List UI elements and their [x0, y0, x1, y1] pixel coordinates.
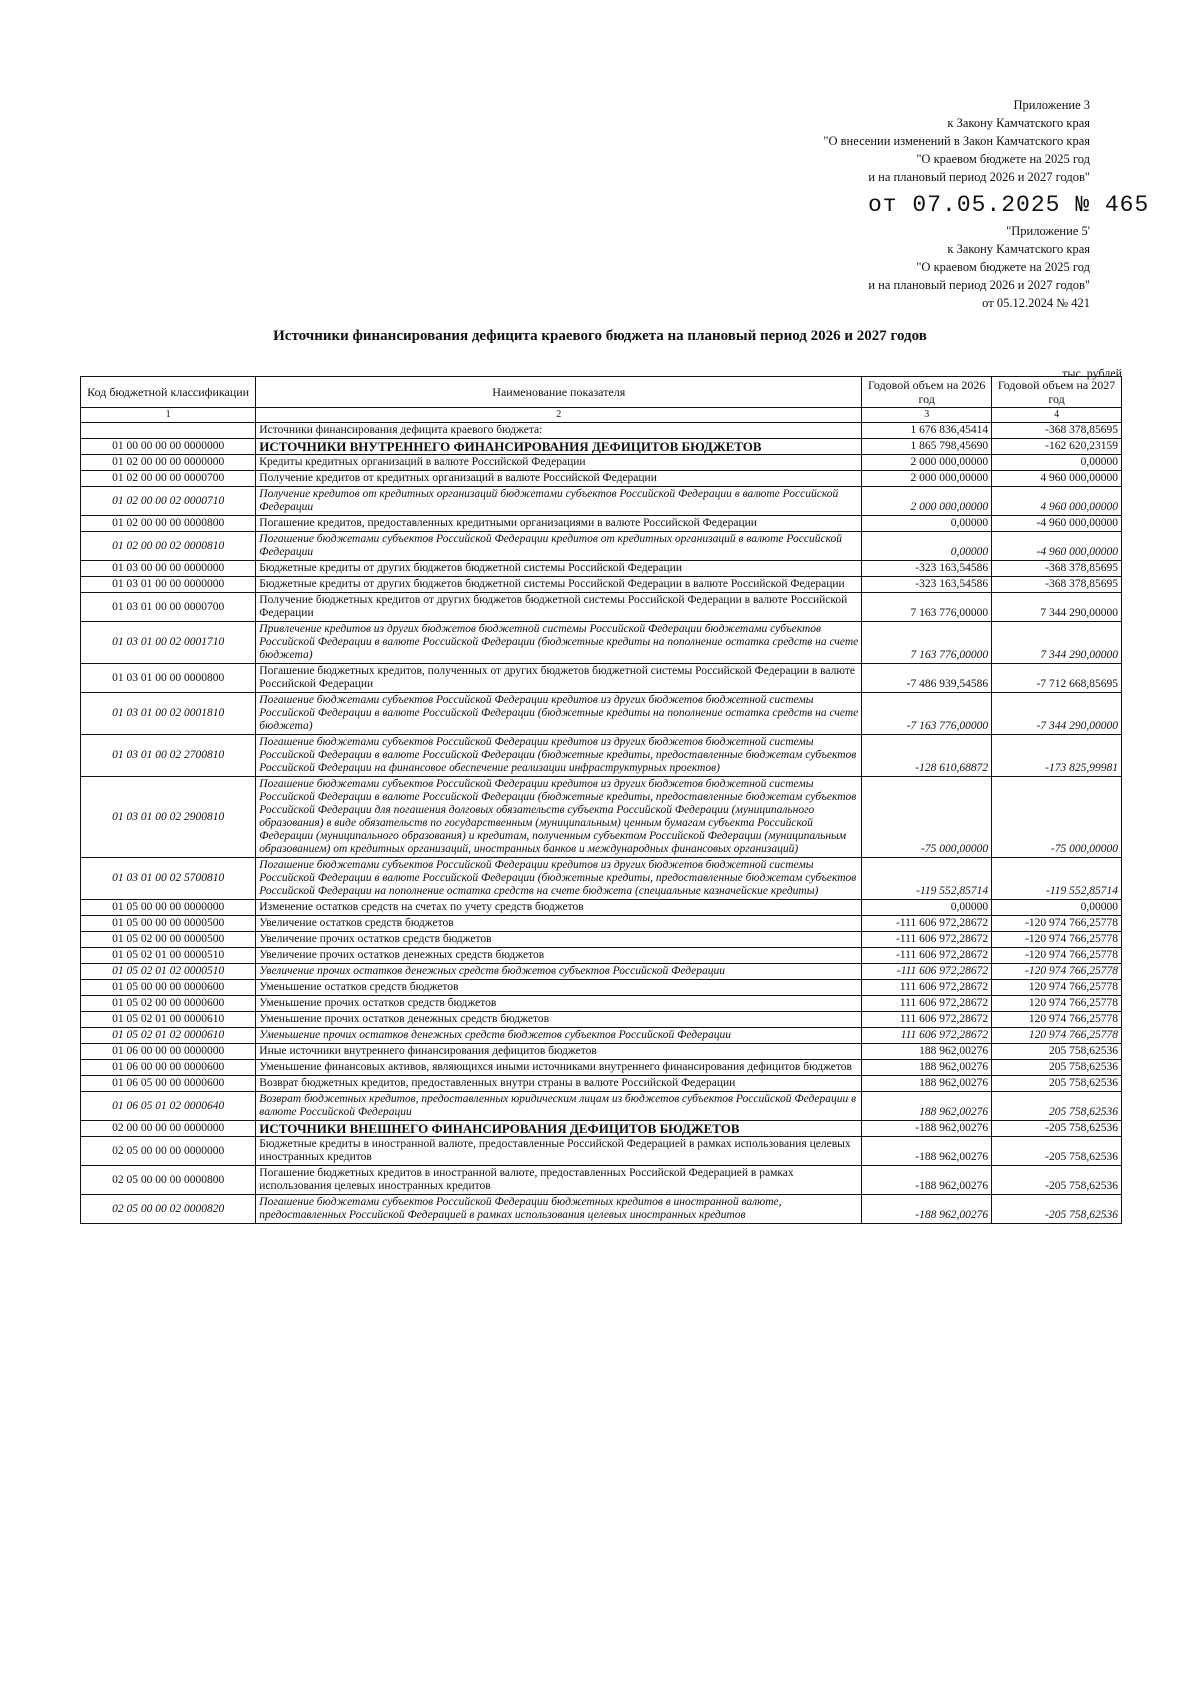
row-value-2027: -205 758,62536: [992, 1121, 1122, 1137]
units-label: тыс. рублей: [1062, 366, 1122, 380]
row-code: 01 00 00 00 00 0000000: [81, 439, 256, 455]
table-row: [81, 455, 1122, 471]
appendix-header: [823, 96, 1090, 186]
header-line: и на плановый период 2026 и 2027 годов": [868, 278, 1090, 292]
row-name: Погашение бюджетами субъектов Российской Федерации кредитов от кредитных организаций в валюте Российской Федерации: [256, 532, 862, 561]
table-row: [81, 1195, 1122, 1224]
table-row: [81, 423, 1122, 439]
column-index: 2: [256, 408, 862, 423]
row-value-2026: 1 676 836,45414: [862, 423, 992, 439]
table-row: [81, 996, 1122, 1012]
table-row: [81, 1012, 1122, 1028]
row-code: 02 00 00 00 00 0000000: [81, 1121, 256, 1137]
row-name: Увеличение прочих остатков денежных средств бюджетов субъектов Российской Федерации: [256, 964, 862, 980]
date-number-stamp: от 07.05.2025 № 465: [868, 192, 1150, 218]
table-row: [81, 593, 1122, 622]
row-code: 01 05 02 01 00 0000610: [81, 1012, 256, 1028]
row-value-2026: -111 606 972,28672: [862, 964, 992, 980]
row-code: 01 03 01 00 02 5700810: [81, 858, 256, 900]
row-code: 01 06 00 00 00 0000600: [81, 1060, 256, 1076]
row-value-2026: -323 163,54586: [862, 561, 992, 577]
row-value-2027: -120 974 766,25778: [992, 964, 1122, 980]
row-value-2027: 120 974 766,25778: [992, 980, 1122, 996]
row-code: 01 03 01 00 00 0000700: [81, 593, 256, 622]
row-code: 01 05 00 00 00 0000500: [81, 916, 256, 932]
row-code: 01 03 01 00 00 0000000: [81, 577, 256, 593]
row-value-2026: -188 962,00276: [862, 1166, 992, 1195]
row-name: Увеличение остатков средств бюджетов: [256, 916, 862, 932]
row-name: Изменение остатков средств на счетах по учету средств бюджетов: [256, 900, 862, 916]
row-code: 01 02 00 00 02 0000710: [81, 487, 256, 516]
row-name: Кредиты кредитных организаций в валюте Российской Федерации: [256, 455, 862, 471]
row-code: 01 05 02 00 00 0000500: [81, 932, 256, 948]
row-value-2027: -4 960 000,00000: [992, 532, 1122, 561]
row-code: 01 02 00 00 02 0000810: [81, 532, 256, 561]
row-name: Погашение бюджетами субъектов Российской Федерации кредитов из других бюджетов бюджетной системы Российской Федерации в валюте Российской Федерации (бюджетные кредиты, предоставленные бюджетам субъектов Российской Федерации для погашения долговых обязательств субъекта Российской Федерации (муниципального образования) в виде обязательств по государственным (муниципальным) ценным бумагам субъекта Российской Федерации (муниципального образования) и кредитам, полученным субъектом Российской Федерации (муниципальным образованием) от кредитных организаций, иностранных банков и международных финансовых организаций): [256, 777, 862, 858]
row-name: Получение бюджетных кредитов от других бюджетов бюджетной системы Российской Федерации в валюте Российской Федерации: [256, 593, 862, 622]
table-row: [81, 516, 1122, 532]
table-row: [81, 735, 1122, 777]
row-value-2026: -111 606 972,28672: [862, 948, 992, 964]
table-row: [81, 916, 1122, 932]
row-name: Бюджетные кредиты от других бюджетов бюджетной системы Российской Федерации: [256, 561, 862, 577]
table-row: [81, 1137, 1122, 1166]
row-value-2027: -368 378,85695: [992, 561, 1122, 577]
document-title: Источники финансирования дефицита краевого бюджета на плановый период 2026 и 2027 годов: [273, 328, 927, 344]
row-value-2027: -120 974 766,25778: [992, 932, 1122, 948]
row-code: 01 02 00 00 00 0000700: [81, 471, 256, 487]
row-value-2026: 7 163 776,00000: [862, 593, 992, 622]
row-value-2027: -205 758,62536: [992, 1195, 1122, 1224]
row-name: Уменьшение прочих остатков денежных средств бюджетов: [256, 1012, 862, 1028]
header-line: и на плановый период 2026 и 2027 годов": [868, 170, 1090, 184]
row-value-2026: -7 486 939,54586: [862, 664, 992, 693]
row-code: 01 02 00 00 00 0000000: [81, 455, 256, 471]
row-code: 01 06 00 00 00 0000000: [81, 1044, 256, 1060]
row-value-2026: 111 606 972,28672: [862, 996, 992, 1012]
row-value-2027: -75 000,00000: [992, 777, 1122, 858]
row-code: 01 03 01 00 02 2700810: [81, 735, 256, 777]
table-row: [81, 980, 1122, 996]
row-code: 01 05 02 01 02 0000510: [81, 964, 256, 980]
header-line: от 05.12.2024 № 421: [982, 296, 1090, 310]
row-name: Погашение бюджетами субъектов Российской Федерации кредитов из других бюджетов бюджетной системы Российской Федерации в валюте Российской Федерации (бюджетные кредиты на пополнение остатка средств на счете бюджета): [256, 693, 862, 735]
row-value-2026: -111 606 972,28672: [862, 932, 992, 948]
row-value-2027: -173 825,99981: [992, 735, 1122, 777]
row-name: Увеличение прочих остатков денежных средств бюджетов: [256, 948, 862, 964]
row-code: 01 05 02 00 00 0000600: [81, 996, 256, 1012]
column-header-name: Наименование показателя: [256, 377, 862, 408]
header-line: "О внесении изменений в Закон Камчатского края: [823, 134, 1090, 148]
row-code: [81, 423, 256, 439]
row-code: 01 02 00 00 00 0000800: [81, 516, 256, 532]
row-name: Увеличение прочих остатков средств бюджетов: [256, 932, 862, 948]
row-code: 01 05 02 01 02 0000610: [81, 1028, 256, 1044]
column-index: 1: [81, 408, 256, 423]
table-row: [81, 964, 1122, 980]
row-name: Бюджетные кредиты в иностранной валюте, предоставленные Российской Федерацией в рамках использования целевых иностранных кредитов: [256, 1137, 862, 1166]
row-name: ИСТОЧНИКИ ВНЕШНЕГО ФИНАНСИРОВАНИЯ ДЕФИЦИТОВ БЮДЖЕТОВ: [256, 1121, 862, 1137]
row-name: Погашение бюджетных кредитов, полученных от других бюджетов бюджетной системы Российской Федерации в валюте Российской Федерации: [256, 664, 862, 693]
table-row: [81, 622, 1122, 664]
row-code: 01 03 01 00 00 0000800: [81, 664, 256, 693]
row-value-2026: -7 163 776,00000: [862, 693, 992, 735]
row-name: Погашение бюджетных кредитов в иностранной валюте, предоставленных Российской Федерацией в рамках использования целевых иностранных кредитов: [256, 1166, 862, 1195]
table-index-row: [81, 408, 1122, 423]
row-value-2027: -120 974 766,25778: [992, 948, 1122, 964]
row-value-2027: 0,00000: [992, 455, 1122, 471]
row-value-2027: -120 974 766,25778: [992, 916, 1122, 932]
row-value-2026: 2 000 000,00000: [862, 487, 992, 516]
table-row: [81, 487, 1122, 516]
row-value-2026: 188 962,00276: [862, 1092, 992, 1121]
table-body: [81, 423, 1122, 1224]
row-value-2027: -4 960 000,00000: [992, 516, 1122, 532]
row-name: Получение кредитов от кредитных организаций бюджетами субъектов Российской Федерации в валюте Российской Федерации: [256, 487, 862, 516]
row-value-2027: -7 712 668,85695: [992, 664, 1122, 693]
row-value-2027: -7 344 290,00000: [992, 693, 1122, 735]
row-value-2027: 4 960 000,00000: [992, 471, 1122, 487]
table-row: [81, 1092, 1122, 1121]
row-code: 01 05 00 00 00 0000600: [81, 980, 256, 996]
row-value-2027: 120 974 766,25778: [992, 1028, 1122, 1044]
row-value-2026: 2 000 000,00000: [862, 455, 992, 471]
table-row: [81, 664, 1122, 693]
row-name: Погашение бюджетами субъектов Российской Федерации бюджетных кредитов в иностранной валюте, предоставленных Российской Федерацией в рамках использования целевых иностранных кредитов: [256, 1195, 862, 1224]
row-name: Привлечение кредитов из других бюджетов бюджетной системы Российской Федерации бюджетами субъектов Российской Федерации в валюте Российской Федерации (бюджетные кредиты на пополнение остатка средств на счете бюджета): [256, 622, 862, 664]
row-value-2027: -368 378,85695: [992, 577, 1122, 593]
row-name: Уменьшение прочих остатков средств бюджетов: [256, 996, 862, 1012]
row-value-2026: -75 000,00000: [862, 777, 992, 858]
table-row: [81, 1044, 1122, 1060]
row-value-2027: 120 974 766,25778: [992, 996, 1122, 1012]
row-code: 01 05 00 00 00 0000000: [81, 900, 256, 916]
row-value-2027: 7 344 290,00000: [992, 593, 1122, 622]
row-value-2027: 120 974 766,25778: [992, 1012, 1122, 1028]
row-code: 01 06 05 00 00 0000600: [81, 1076, 256, 1092]
table-row: [81, 471, 1122, 487]
row-code: 02 05 00 00 00 0000800: [81, 1166, 256, 1195]
row-value-2027: 4 960 000,00000: [992, 487, 1122, 516]
row-value-2026: 111 606 972,28672: [862, 1012, 992, 1028]
row-value-2027: -368 378,85695: [992, 423, 1122, 439]
column-index: 4: [992, 408, 1122, 423]
row-name: Погашение бюджетами субъектов Российской Федерации кредитов из других бюджетов бюджетной системы Российской Федерации в валюте Российской Федерации (бюджетные кредиты, предоставленные бюджетам субъектов Российской Федерации на пополнение остатка средств на счете бюджета (специальные казначейские кредиты): [256, 858, 862, 900]
row-code: 01 03 01 00 02 0001810: [81, 693, 256, 735]
header-line: Приложение 3: [1013, 98, 1090, 112]
row-value-2026: -188 962,00276: [862, 1121, 992, 1137]
row-value-2027: 0,00000: [992, 900, 1122, 916]
header-line: "О краевом бюджете на 2025 год: [916, 152, 1090, 166]
row-code: 01 03 01 00 02 2900810: [81, 777, 256, 858]
row-value-2027: 205 758,62536: [992, 1060, 1122, 1076]
table-row: [81, 577, 1122, 593]
row-value-2026: 1 865 798,45690: [862, 439, 992, 455]
header-line: к Закону Камчатского края: [947, 242, 1090, 256]
header-line: "Приложение 5': [1006, 224, 1090, 238]
column-index: 3: [862, 408, 992, 423]
table-row: [81, 439, 1122, 455]
table-row: [81, 777, 1122, 858]
row-value-2026: -188 962,00276: [862, 1137, 992, 1166]
row-value-2026: 0,00000: [862, 900, 992, 916]
row-code: 01 03 01 00 02 0001710: [81, 622, 256, 664]
table-header-row: [81, 377, 1122, 408]
table-row: [81, 693, 1122, 735]
row-value-2026: 2 000 000,00000: [862, 471, 992, 487]
row-name: Иные источники внутреннего финансирования дефицитов бюджетов: [256, 1044, 862, 1060]
table-row: [81, 900, 1122, 916]
column-header-2027: Годовой объем на 2027 год: [992, 377, 1122, 408]
table-row: [81, 948, 1122, 964]
row-name: Погашение бюджетами субъектов Российской Федерации кредитов из других бюджетов бюджетной системы Российской Федерации в валюте Российской Федерации (бюджетные кредиты, предоставленные бюджетам субъектов Российской Федерации на финансовое обеспечение реализации инфраструктурных проектов): [256, 735, 862, 777]
row-name: Бюджетные кредиты от других бюджетов бюджетной системы Российской Федерации в валюте Российской Федерации: [256, 577, 862, 593]
table-row: [81, 1028, 1122, 1044]
row-name: Уменьшение финансовых активов, являющихся иными источниками внутреннего финансирования дефицитов бюджетов: [256, 1060, 862, 1076]
table-row: [81, 1121, 1122, 1137]
row-value-2027: 7 344 290,00000: [992, 622, 1122, 664]
row-value-2026: -128 610,68872: [862, 735, 992, 777]
column-header-code: Код бюджетной классификации: [81, 377, 256, 408]
row-value-2027: 205 758,62536: [992, 1092, 1122, 1121]
row-name: Возврат бюджетных кредитов, предоставленных внутри страны в валюте Российской Федерации: [256, 1076, 862, 1092]
row-value-2027: 205 758,62536: [992, 1044, 1122, 1060]
table-row: [81, 532, 1122, 561]
row-code: 01 06 05 01 02 0000640: [81, 1092, 256, 1121]
row-value-2026: -111 606 972,28672: [862, 916, 992, 932]
row-value-2026: 0,00000: [862, 532, 992, 561]
row-value-2026: 7 163 776,00000: [862, 622, 992, 664]
row-name: Уменьшение прочих остатков денежных средств бюджетов субъектов Российской Федерации: [256, 1028, 862, 1044]
row-value-2027: -205 758,62536: [992, 1166, 1122, 1195]
row-value-2027: 205 758,62536: [992, 1076, 1122, 1092]
row-code: 01 05 02 01 00 0000510: [81, 948, 256, 964]
row-value-2026: 188 962,00276: [862, 1076, 992, 1092]
row-name: Возврат бюджетных кредитов, предоставленных юридическим лицам из бюджетов субъектов Российской Федерации в валюте Российской Федерации: [256, 1092, 862, 1121]
row-value-2026: 111 606 972,28672: [862, 1028, 992, 1044]
row-name: Погашение кредитов, предоставленных кредитными организациями в валюте Российской Федерации: [256, 516, 862, 532]
table-row: [81, 1060, 1122, 1076]
table-row: [81, 1166, 1122, 1195]
row-name: Источники финансирования дефицита краевого бюджета:: [256, 423, 862, 439]
row-code: 01 03 00 00 00 0000000: [81, 561, 256, 577]
row-value-2027: -162 620,23159: [992, 439, 1122, 455]
row-value-2027: -205 758,62536: [992, 1137, 1122, 1166]
header-line: к Закону Камчатского края: [947, 116, 1090, 130]
row-value-2026: 111 606 972,28672: [862, 980, 992, 996]
row-value-2027: -119 552,85714: [992, 858, 1122, 900]
row-value-2026: 188 962,00276: [862, 1060, 992, 1076]
row-name: ИСТОЧНИКИ ВНУТРЕННЕГО ФИНАНСИРОВАНИЯ ДЕФИЦИТОВ БЮДЖЕТОВ: [256, 439, 862, 455]
table-row: [81, 932, 1122, 948]
row-name: Получение кредитов от кредитных организаций в валюте Российской Федерации: [256, 471, 862, 487]
table-row: [81, 1076, 1122, 1092]
row-code: 02 05 00 00 00 0000000: [81, 1137, 256, 1166]
deficit-financing-table: [80, 376, 1122, 1224]
original-appendix-header: [868, 222, 1090, 312]
row-code: 02 05 00 00 02 0000820: [81, 1195, 256, 1224]
row-value-2026: -119 552,85714: [862, 858, 992, 900]
row-name: Уменьшение остатков средств бюджетов: [256, 980, 862, 996]
row-value-2026: -323 163,54586: [862, 577, 992, 593]
row-value-2026: 0,00000: [862, 516, 992, 532]
table-row: [81, 561, 1122, 577]
column-header-2026: Годовой объем на 2026 год: [862, 377, 992, 408]
header-line: "О краевом бюджете на 2025 год: [916, 260, 1090, 274]
row-value-2026: 188 962,00276: [862, 1044, 992, 1060]
row-value-2026: -188 962,00276: [862, 1195, 992, 1224]
table-row: [81, 858, 1122, 900]
